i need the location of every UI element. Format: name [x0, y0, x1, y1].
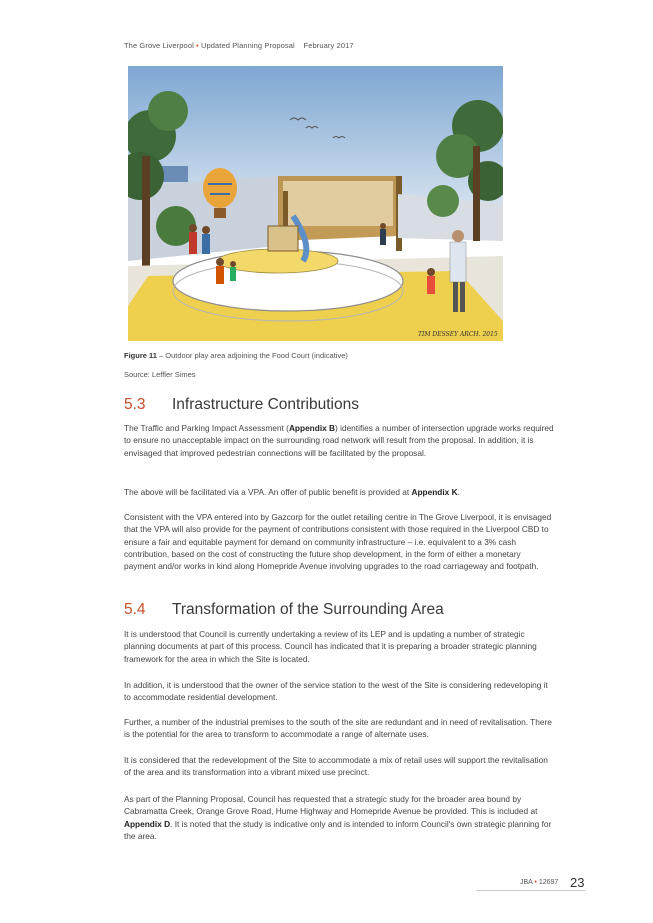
paragraph-5-4-1: It is understood that Council is currently undertaking a review of its LEP and is updating a number of strategic planning documents at part of this process. Council has indicated that it is preparing a broader strategic planning framework for the area in which the Site is located. [124, 629, 537, 664]
text-run: The Traffic and Parking Impact Assessment ( [124, 423, 289, 433]
appendix-reference: Appendix D [124, 818, 171, 829]
section-number: 5.4 [124, 601, 146, 618]
paragraph-5-4-5 [124, 793, 554, 842]
running-header [124, 41, 354, 50]
figure-caption [124, 351, 348, 360]
paragraph-5-3-3: Consistent with the VPA entered into by Gazcorp for the outlet retailing centre in The Grove Liverpool, it is envisaged that the VPA will also provide for the payment of contributions consistent with those required in the Liverpool CBD to ensure a fair and equitable payment for demand on community infrastructure – i.e. equivalent to a 3% cash contribution, based on the cost of constructing the future shop development, in the form of either a monetary payment and/or works in kind along Homepride Avenue involving upgrades to the road carriageway and footpath. [124, 512, 552, 572]
footer-job-number: 12697 [538, 879, 559, 886]
header-date: February 2017 [303, 41, 354, 50]
text-run: ) identifies a number of intersection upgrade works required to ensure no unacceptable impact on the surrounding road network will result from the proposal. In addition, it is envisaged that improved pedestrian connections will be facilitated by the proposal. [124, 423, 554, 458]
footer-firm-name: JBA [520, 879, 533, 886]
paragraph-5-4-3: Further, a number of the industrial premises to the south of the site are redundant and in need of revitalisation. There is the potential for the area to transform to accommodate a range of alternate uses. [124, 717, 552, 740]
header-doc-subtitle: Updated Planning Proposal [200, 41, 295, 50]
header-separator: • [196, 41, 199, 50]
figure-illustration [128, 66, 503, 341]
section-heading-5-4 [124, 601, 444, 619]
artist-signature: TIM DESSEY ARCH. 2015 [418, 331, 498, 338]
section-number: 5.3 [124, 396, 146, 413]
text-run: As part of the Planning Proposal, Council has requested that a strategic study for the broader area bound by Cabramatta Creek, Orange Grove Road, Hume Highway and Homepride Avenue be provided. This is included at [124, 794, 538, 817]
footer-separator: • [534, 879, 537, 886]
section-heading-5-3 [124, 396, 359, 414]
text-run: The above will be facilitated via a VPA. An offer of public benefit is provided at [124, 487, 412, 497]
paragraph-5-3-2 [124, 486, 554, 498]
appendix-reference: Appendix B [288, 423, 336, 433]
figure-label: Figure 11 [124, 351, 157, 360]
footer-rule [476, 890, 586, 891]
play-area-sketch [128, 66, 503, 341]
paragraph-5-3-1 [124, 422, 554, 459]
paragraph-5-4-4: It is considered that the redevelopment of the Site to accommodate a mix of retail uses will support the revitalisation of the area and its transformation into a vibrant mixed use precinct. [124, 755, 548, 778]
appendix-reference: Appendix K [411, 487, 458, 497]
figure-source: Source: Leffler Simes [124, 370, 196, 379]
figure-caption-text: – Outdoor play area adjoining the Food Court (indicative) [156, 351, 348, 360]
section-title: Transformation of the Surrounding Area [172, 601, 444, 618]
paragraph-5-4-2: In addition, it is understood that the owner of the service station to the west of the Site is considering redeveloping it to accommodate residential development. [124, 680, 548, 703]
page-number: 23 [570, 875, 585, 890]
footer-firm [520, 879, 558, 886]
header-doc-title: The Grove Liverpool [124, 41, 194, 50]
text-run: . [457, 487, 460, 497]
text-run: . It is noted that the study is indicative only and is intended to inform Council's own strategic planning for the area. [124, 818, 552, 841]
section-title: Infrastructure Contributions [172, 396, 359, 413]
balloon-sculpture [203, 168, 237, 208]
